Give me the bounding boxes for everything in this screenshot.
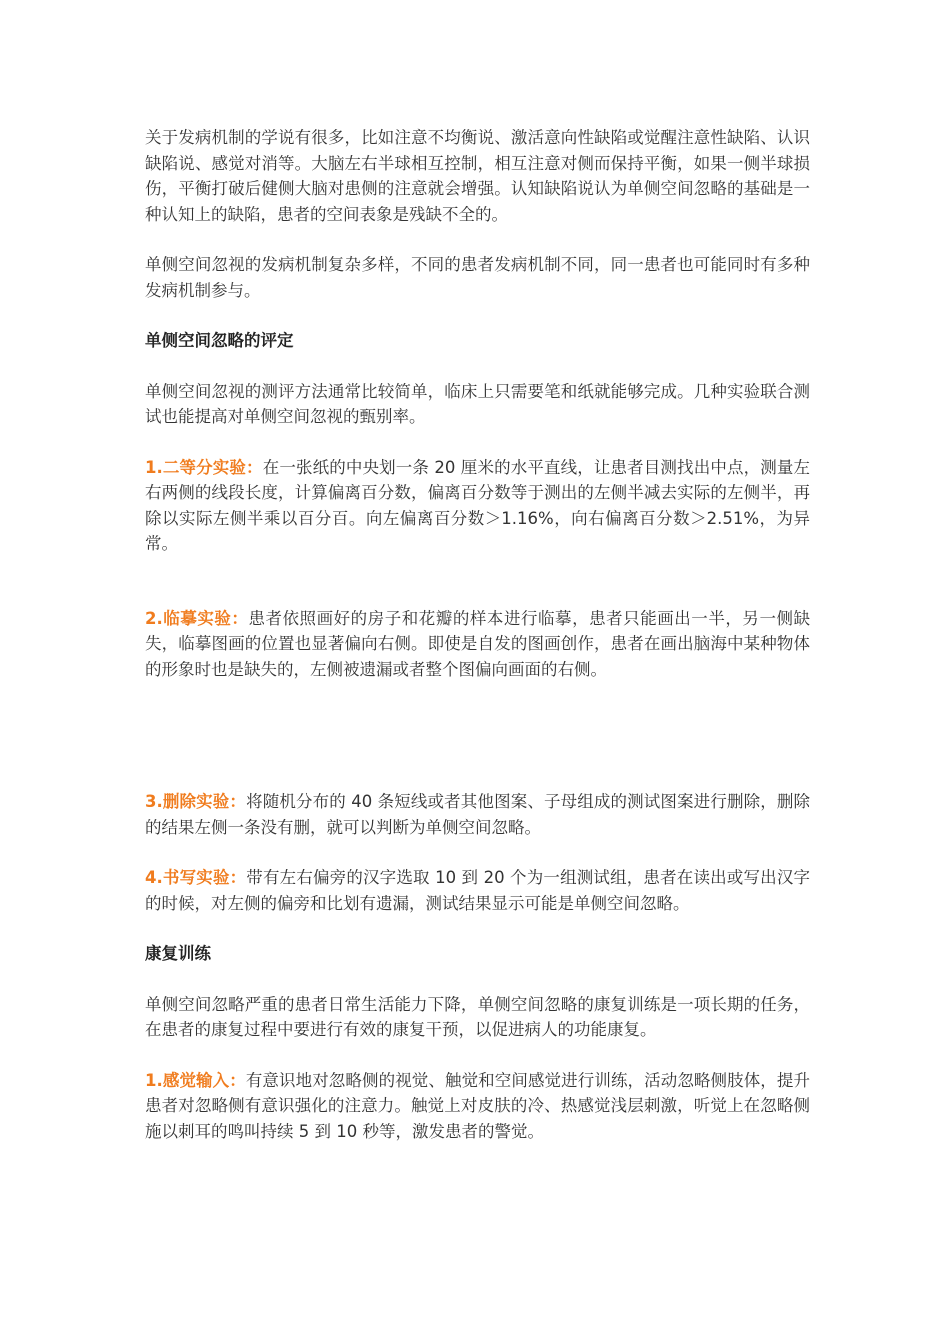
writing-test-label: 4.书写实验： <box>145 868 247 887</box>
copying-test-text: 患者依照画好的房子和花瓣的样本进行临摹，患者只能画出一半，另一侧缺失，临摹图画的位置也显著偏向右侧。即使是自发的图画创作，患者在画出脑海中某种物体的形象时也是缺失的，左侧被遗漏或者整个图偏向画面的右侧。 <box>145 608 811 679</box>
paragraph-mechanism-summary: 单侧空间忽视的发病机制复杂多样，不同的患者发病机制不同，同一患者也可能同时有多种发病机制参与。 <box>145 255 810 300</box>
paragraph-rehabilitation-intro: 单侧空间忽略严重的患者日常生活能力下降，单侧空间忽略的康复训练是一项长期的任务，在患者的康复过程中要进行有效的康复干预，以促进病人的功能康复。 <box>145 994 810 1039</box>
paragraph-assessment-intro: 单侧空间忽视的测评方法通常比较简单，临床上只需要笔和纸就能够完成。几种实验联合测试也能提高对单侧空间忽视的甄别率。 <box>145 381 810 426</box>
document-page <box>145 125 810 1144</box>
copying-test-label: 2.临摹实验： <box>145 608 249 628</box>
paragraph-sensory-input <box>145 1068 810 1145</box>
sensory-input-text: 有意识地对忽略侧的视觉、触觉和空间感觉进行训练，活动忽略侧肢体，提升患者对忽略侧有意识强化的注意力。触觉上对皮肤的冷、热感觉浅层刺激，听觉上在忽略侧施以刺耳的鸣叫持续 5 到 10 秒等，激发患者的警觉。 <box>145 1070 811 1141</box>
paragraph-copying-test <box>145 606 810 683</box>
paragraph-writing-test <box>145 865 810 916</box>
section-heading-assessment: 单侧空间忽略的评定 <box>145 331 294 350</box>
cancellation-test-text: 将随机分布的 40 条短线或者其他图案、子母组成的测试图案进行删除，删除的结果左侧一条没有删，就可以判断为单侧空间忽略。 <box>145 792 810 837</box>
paragraph-cancellation-test <box>145 789 810 840</box>
writing-test-text: 带有左右偏旁的汉字选取 10 到 20 个为一组测试组，患者在读出或写出汉字的时候，对左侧的偏旁和比划有遗漏，测试结果显示可能是单侧空间忽略。 <box>145 868 810 913</box>
sensory-input-label: 1.感觉输入： <box>145 1070 246 1090</box>
paragraph-bisection-test <box>145 455 810 557</box>
bisection-test-text: 在一张纸的中央划一条 20 厘米的水平直线，让患者目测找出中点，测量左右两侧的线段长度，计算偏离百分数，偏离百分数等于测出的左侧半减去实际的左侧半，再除以实际左侧半乘以百分百。向左偏离百分数＞1.16%，向右偏离百分数＞2.51%，为异常。 <box>145 457 810 553</box>
bisection-test-label: 1.二等分实验： <box>145 457 263 477</box>
cancellation-test-label: 3.删除实验： <box>145 792 247 811</box>
section-heading-rehabilitation: 康复训练 <box>145 944 211 963</box>
paragraph-mechanism-theories: 关于发病机制的学说有很多，比如注意不均衡说、激活意向性缺陷或觉醒注意性缺陷、认识缺陷说、感觉对消等。大脑左右半球相互控制，相互注意对侧而保持平衡，如果一侧半球损伤，平衡打破后健侧大脑对患侧的注意就会增强。认知缺陷说认为单侧空间忽略的基础是一种认知上的缺陷，患者的空间表象是残缺不全的。 <box>145 128 810 224</box>
